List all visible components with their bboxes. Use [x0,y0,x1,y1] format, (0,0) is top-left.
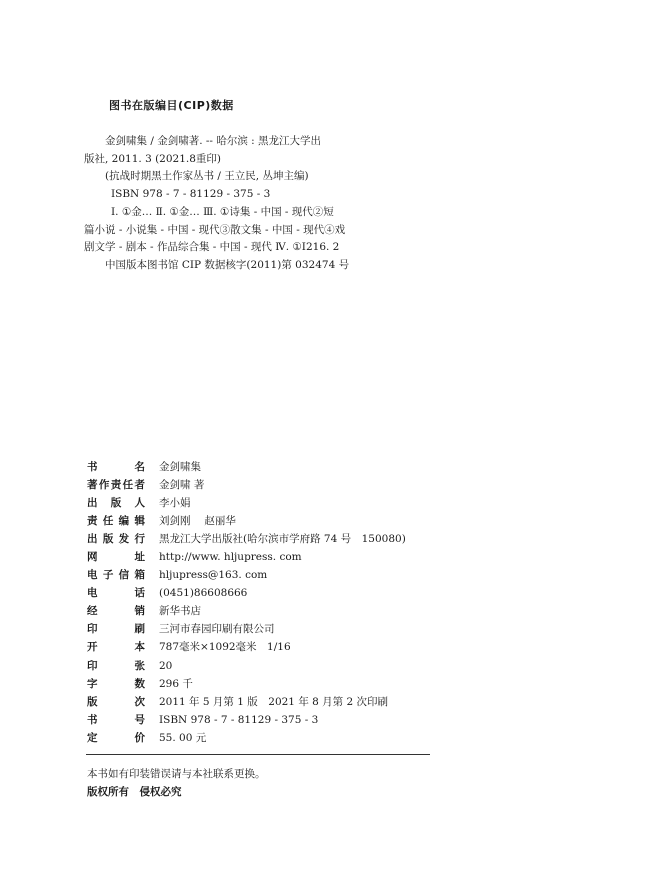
info-value: 20 [159,659,173,672]
info-row [87,675,457,693]
info-label: 电 话 [87,587,145,600]
info-value: 55. 00 元 [159,731,207,744]
info-value: (0451)86608666 [159,587,248,600]
info-label: 字 数 [87,677,145,690]
info-label: 责 任 编 辑 [87,515,145,528]
info-row [87,494,457,512]
info-row [87,566,457,584]
info-row [87,458,457,476]
publication-info-table [87,458,457,747]
cip-heading: 图书在版编目(CIP)数据 [109,99,234,112]
cip-line: 中国版本图书馆 CIP 数据核字(2011)第 032474 号 [105,258,350,271]
info-value: 李小娟 [159,497,191,510]
info-label: 印 刷 [87,623,145,636]
info-value: 2011 年 5 月第 1 版 2021 年 8 月第 2 次印刷 [159,695,389,708]
cip-block [84,133,394,275]
info-label: 版 次 [87,695,145,708]
cip-line: 篇小说 - 小说集 - 中国 - 现代③散文集 - 中国 - 现代④戏 [84,223,346,236]
info-row [87,729,457,747]
info-value: 787毫米×1092毫米 1/16 [159,641,291,654]
info-label: 出 版 发 行 [87,533,145,546]
info-value: 新华书店 [159,605,201,618]
cip-line: Ⅰ. ①金… Ⅱ. ①金… Ⅲ. ①诗集 - 中国 - 现代②短 [111,205,334,218]
cip-line: ISBN 978 - 7 - 81129 - 375 - 3 [111,188,271,201]
info-value: 296 千 [159,677,193,690]
info-label: 网 址 [87,551,145,564]
info-value: hljupress@163. com [159,569,268,582]
info-row [87,476,457,494]
info-value: 三河市春园印刷有限公司 [159,623,275,636]
info-row [87,711,457,729]
divider [86,754,430,755]
info-row [87,638,457,656]
info-label: 印 张 [87,659,145,672]
info-label: 经 销 [87,605,145,618]
info-value: 黑龙江大学出版社(哈尔滨市学府路 74 号 150080) [159,533,406,546]
info-row [87,657,457,675]
info-row [87,512,457,530]
info-label: 开 本 [87,641,145,654]
reprint-notice: 本书如有印装错误请与本社联系更换。 [87,768,266,780]
info-value: 金剑啸集 [159,461,201,473]
cip-line: (抗战时期黑土作家丛书 / 王立民, 丛坤主编) [105,170,309,183]
info-label: 电 子 信 箱 [87,569,145,582]
info-row [87,548,457,566]
info-row [87,584,457,602]
info-label: 定 价 [87,731,145,744]
info-label: 书 号 [87,713,145,726]
info-label: 书 名 [87,461,145,473]
info-row [87,530,457,548]
copyright-notice: 版权所有 侵权必究 [87,786,182,798]
info-value: ISBN 978 - 7 - 81129 - 375 - 3 [159,713,319,726]
info-row [87,602,457,620]
info-label: 著 作 责 任 者 [87,479,145,492]
cip-line: 版社, 2011. 3 (2021.8重印) [84,152,222,165]
info-value: http://www. hljupress. com [159,551,302,564]
info-value: 金剑啸 著 [159,479,205,492]
info-row [87,693,457,711]
cip-line: 剧文学 - 剧本 - 作品综合集 - 中国 - 现代 Ⅳ. ①I216. 2 [84,241,340,254]
info-label: 出 版 人 [87,497,145,510]
info-row [87,620,457,638]
info-value: 刘剑刚 赵丽华 [159,515,236,528]
cip-line: 金剑啸集 / 金剑啸著. -- 哈尔滨 : 黑龙江大学出 [105,135,322,147]
